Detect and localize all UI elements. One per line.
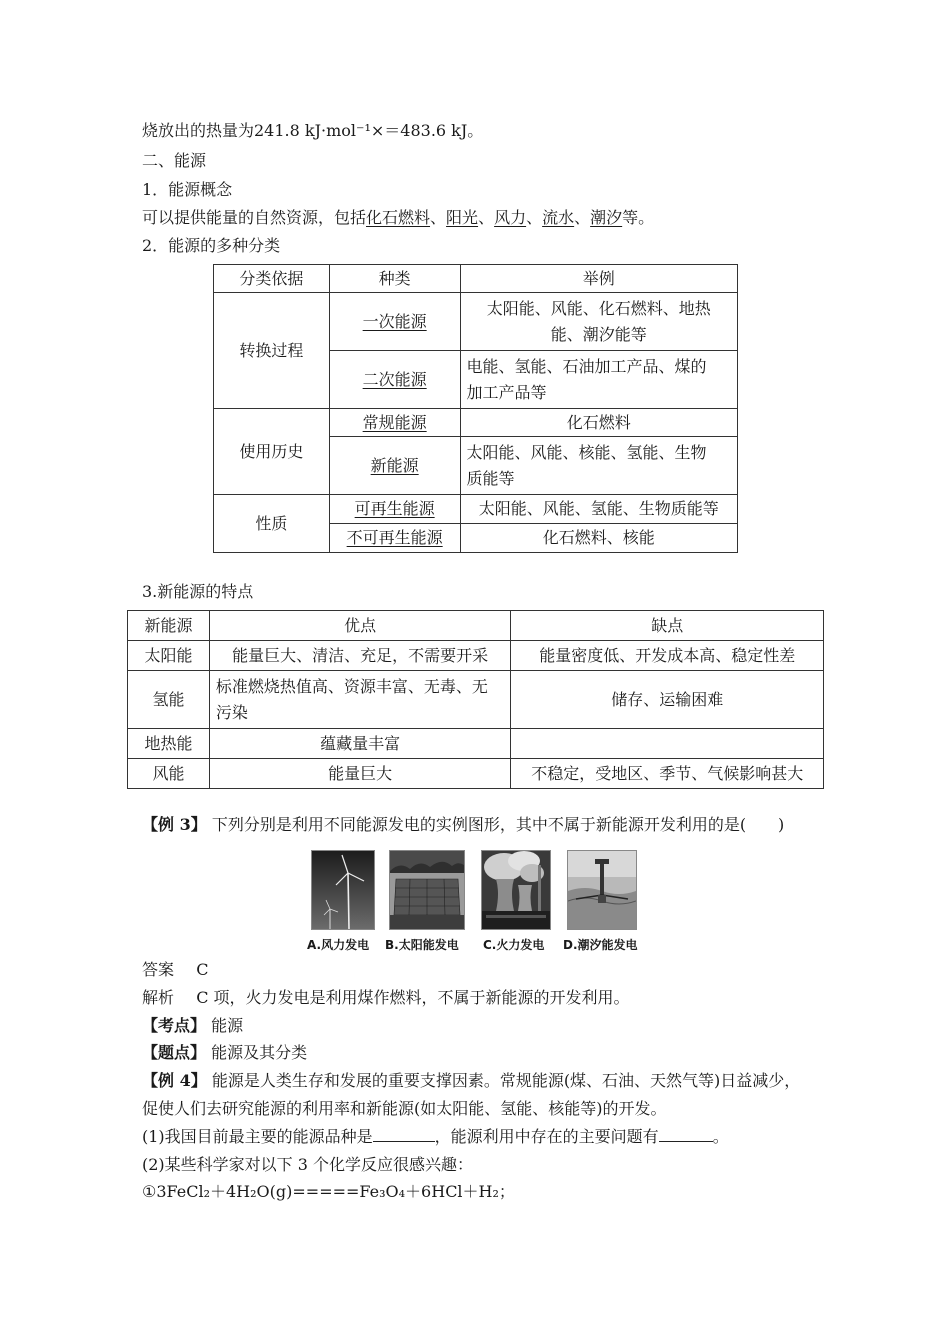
- answer-blank-2[interactable]: [659, 1127, 713, 1142]
- analysis-line: [142, 988, 630, 1008]
- kaodian-label: 【考点】: [142, 1016, 207, 1035]
- kind-cell: 二次能源: [362, 369, 427, 389]
- kaodian-text: 能源: [211, 1016, 244, 1035]
- tidian-label: 【题点】: [142, 1043, 207, 1062]
- example4-line2: 促使人们去研究能源的利用率和新能源(如太阳能、氢能、核能等)的开发。: [142, 1099, 667, 1118]
- kind-cell: 一次能源: [362, 311, 427, 331]
- example-cell: 太阳能、风能、核能、氢能、生物 质能等: [460, 437, 737, 495]
- header-basis: 分类依据: [214, 265, 330, 293]
- header-example: 举例: [460, 265, 737, 293]
- table-header-row: [128, 611, 824, 641]
- header-kind: 种类: [329, 265, 460, 293]
- example4-tag: 【例 4】: [142, 1071, 207, 1090]
- new-energy-table: [127, 610, 824, 789]
- concept-title: 1．能源概念: [142, 180, 233, 199]
- tidian-line: [142, 1043, 307, 1063]
- thermal-power-image: [481, 850, 551, 930]
- cons-cell: 储存、运输困难: [511, 671, 824, 729]
- caption-thermal: C.火力发电: [483, 938, 545, 952]
- basis-cell: 性质: [214, 495, 330, 553]
- pros-cell: 蕴藏量丰富: [209, 729, 511, 759]
- example-cell: 太阳能、风能、氢能、生物质能等: [460, 495, 737, 524]
- table-row: [214, 495, 738, 524]
- table-row: [128, 641, 824, 671]
- header-name: 新能源: [128, 611, 210, 641]
- analysis-text: C 项，火力发电是利用煤作燃料，不属于新能源的开发利用。: [196, 988, 630, 1007]
- tidian-text: 能源及其分类: [211, 1043, 308, 1062]
- classify-title: 2．能源的多种分类: [142, 236, 281, 255]
- concept-item: 阳光: [446, 208, 479, 227]
- concept-item: 化石燃料: [366, 208, 431, 227]
- concept-prefix: 可以提供能量的自然资源，包括: [142, 208, 367, 227]
- pros-cell: 能量巨大、清洁、充足，不需要开采: [209, 641, 511, 671]
- answer-label: 答案: [142, 960, 175, 979]
- table-row: [128, 729, 824, 759]
- analysis-label: 解析: [142, 988, 175, 1007]
- kind-cell: 不可再生能源: [346, 528, 443, 547]
- kind-cell: 可再生能源: [354, 499, 435, 518]
- table-row: [128, 671, 824, 729]
- example-cell: 太阳能、风能、化石燃料、地热 能、潮汐能等: [460, 293, 737, 351]
- example-cell: 化石燃料: [460, 409, 737, 437]
- basis-cell: 使用历史: [214, 409, 330, 495]
- features-title: 3.新能源的特点: [142, 582, 254, 601]
- concept-item: 流水: [542, 208, 575, 227]
- classification-table: [213, 264, 738, 553]
- tidal-power-image: [567, 850, 637, 930]
- intro-line: 烧放出的热量为241.8 kJ·mol⁻¹×＝483.6 kJ。: [142, 121, 484, 140]
- reaction-1: ①3FeCl₂＋4H₂O(g)=====Fe₃O₄＋6HCl＋H₂；: [142, 1182, 515, 1201]
- caption-tidal: D.潮汐能发电: [563, 938, 638, 952]
- wind-power-image: [311, 850, 375, 930]
- cons-cell: 能量密度低、开发成本高、稳定性差: [511, 641, 824, 671]
- kind-cell: 常规能源: [362, 412, 427, 432]
- pros-cell: 标准燃烧热值高、资源丰富、无毒、无 污染: [209, 671, 511, 729]
- table-row: [128, 759, 824, 789]
- cons-cell: 不稳定，受地区、季节、气候影响甚大: [511, 759, 824, 789]
- section-title: 二、能源: [142, 151, 207, 170]
- cons-cell: [511, 729, 824, 759]
- header-cons: 缺点: [511, 611, 824, 641]
- concept-sentence: 可以提供能量的自然资源，包括化石燃料、阳光、风力、流水、潮汐等。: [142, 208, 655, 227]
- example4-q1: (1)我国目前最主要的能源品种是 ，能源利用中存在的主要问题有 。: [142, 1127, 729, 1146]
- power-generation-images: [305, 850, 645, 955]
- example4-line1: [142, 1071, 800, 1091]
- table-row: [214, 293, 738, 351]
- energy-name: 风能: [128, 759, 210, 789]
- kaodian-line: [142, 1016, 243, 1036]
- concept-item: 潮汐: [590, 208, 623, 227]
- header-pros: 优点: [209, 611, 511, 641]
- example-cell: 化石燃料、核能: [460, 524, 737, 553]
- answer-blank-1[interactable]: [373, 1127, 435, 1142]
- energy-name: 地热能: [128, 729, 210, 759]
- basis-cell: 转换过程: [214, 293, 330, 409]
- caption-wind: A.风力发电: [307, 938, 370, 952]
- solar-power-image: [389, 850, 465, 930]
- table-header-row: [214, 265, 738, 293]
- kind-cell: 新能源: [370, 455, 419, 475]
- example3-tag: 【例 3】: [142, 815, 207, 834]
- pros-cell: 能量巨大: [209, 759, 511, 789]
- answer-value: C: [196, 960, 209, 979]
- table-row: [214, 409, 738, 437]
- example3-text: 下列分别是利用不同能源发电的实例图形，其中不属于新能源开发利用的是( ): [211, 815, 785, 834]
- example3-question: [142, 815, 784, 835]
- energy-name: 氢能: [128, 671, 210, 729]
- concept-suffix: 等。: [622, 208, 655, 227]
- example-cell: 电能、氢能、石油加工产品、煤的 加工产品等: [460, 351, 737, 409]
- example4-q2: (2)某些科学家对以下 3 个化学反应很感兴趣：: [142, 1155, 474, 1174]
- answer-line: [142, 960, 208, 980]
- caption-solar: B.太阳能发电: [385, 938, 459, 952]
- example4-text1: 能源是人类生存和发展的重要支撑因素。常规能源(煤、石油、天然气等)日益减少，: [211, 1071, 801, 1090]
- energy-name: 太阳能: [128, 641, 210, 671]
- concept-item: 风力: [494, 208, 527, 227]
